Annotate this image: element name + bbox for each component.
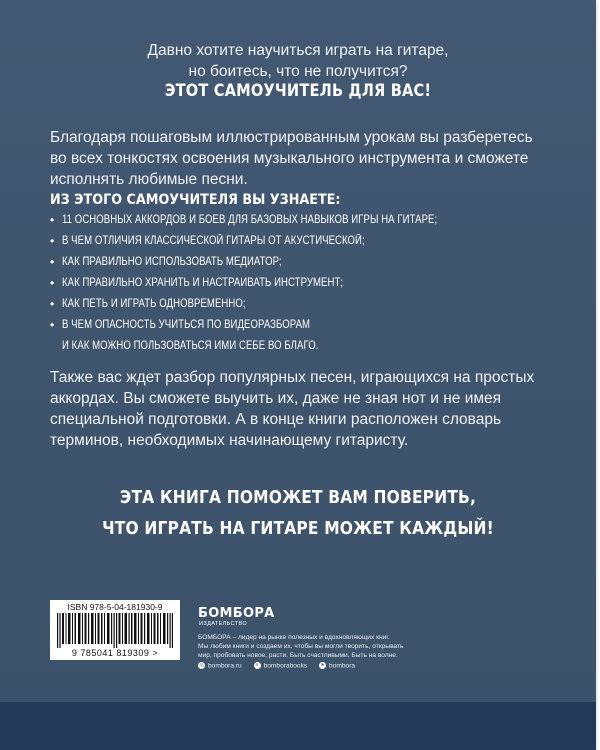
publisher-desc-line-2: Мы любим книги и создаем их, чтобы вы могли творить, открывать	[198, 643, 404, 650]
isbn-barcode	[50, 600, 180, 660]
list-item-text: И КАК МОЖНО ПОЛЬЗОВАТЬСЯ ИМИ СЕБЕ ВО БЛАГО.	[62, 340, 319, 352]
social-label: bombora	[329, 662, 356, 670]
bottom-band	[0, 702, 596, 750]
instagram-icon: ◎	[199, 662, 204, 668]
bullet-icon: •	[50, 318, 55, 332]
closing-line-1: ЭТА КНИГА ПОМОЖЕТ ВАМ ПОВЕРИТЬ,	[119, 487, 477, 508]
learn-list	[50, 210, 570, 357]
social-vk[interactable]	[254, 662, 308, 669]
list-item	[50, 273, 570, 294]
closing-line-2: ЧТО ИГРАТЬ НА ГИТАРЕ МОЖЕТ КАЖДЫЙ!	[102, 518, 494, 539]
list-item-text: В ЧЕМ ОТЛИЧИЯ КЛАССИЧЕСКОЙ ГИТАРЫ ОТ АКУСТИЧЕСКОЙ;	[62, 235, 365, 247]
songs-line-4: терминов, необходимых начинающему гитаристу.	[50, 432, 409, 449]
isbn-number: ISBN 978-5-04-181930-9	[67, 602, 163, 612]
publisher-desc-line-1: БОМБОРА – лидер на рынке полезных и вдохновляющих книг.	[198, 634, 390, 641]
intro-line-1: Давно хотите научиться играть на гитаре,	[147, 42, 449, 59]
lead-line-3: исполнять любимые песни.	[50, 171, 248, 188]
list-item-text: КАК ПРАВИЛЬНО ХРАНИТЬ И НАСТРАИВАТЬ ИНСТРУМЕНТ;	[62, 277, 344, 289]
list-item-text: 11 ОСНОВНЫХ АККОРДОВ И БОЕВ ДЛЯ БАЗОВЫХ НАВЫКОВ ИГРЫ НА ГИТАРЕ;	[62, 214, 438, 226]
list-item	[50, 294, 570, 315]
bullet-icon: •	[50, 276, 55, 290]
list-item-text: КАК ПЕТЬ И ИГРАТЬ ОДНОВРЕМЕННО;	[62, 298, 246, 310]
publisher-desc-line-3: мир, пробовать новое, расти. Быть счастливыми. Быть на волне.	[198, 652, 398, 659]
barcode-digits: 9 785041 819309 >	[71, 648, 159, 658]
list-item-continuation	[50, 336, 570, 357]
list-item-text: КАК ПРАВИЛЬНО ИСПОЛЬЗОВАТЬ МЕДИАТОР;	[62, 256, 282, 268]
social-label: bombora.ru	[208, 662, 242, 670]
bullet-icon: •	[50, 297, 55, 311]
list-item	[50, 231, 570, 252]
social-label: bomborabooks	[263, 662, 308, 670]
headline-tutorial-for-you: ЭТОТ САМОУЧИТЕЛЬ ДЛЯ ВАС!	[164, 81, 432, 101]
songs-line-1: Также вас ждет разбор популярных песен, играющихся на простых	[50, 369, 535, 386]
list-item-text: В ЧЕМ ОПАСНОСТЬ УЧИТЬСЯ ПО ВИДЕОРАЗБОРАМ	[62, 319, 311, 331]
social-telegram[interactable]	[319, 662, 355, 669]
lead-paragraph	[50, 127, 560, 190]
songs-line-2: аккордах. Вы сможете выучить их, даже не зная нот и не имея	[50, 390, 502, 407]
songs-paragraph	[50, 367, 560, 451]
songs-line-3: специальной подготовки. А в конце книги расположен словарь	[50, 411, 502, 428]
telegram-icon: ➤	[320, 662, 325, 668]
bullet-icon: •	[50, 234, 55, 248]
learn-list-title: ИЗ ЭТОГО САМОУЧИТЕЛЯ ВЫ УЗНАЕТЕ:	[50, 192, 341, 208]
intro-question	[0, 40, 596, 82]
publisher-description	[198, 633, 458, 660]
closing-slogan	[42, 482, 555, 544]
barcode-icon	[57, 613, 173, 648]
vk-icon: v	[254, 662, 261, 669]
lead-line-2: во всех тонкостях освоения музыкального инструмента и сможете	[50, 150, 529, 167]
list-item	[50, 315, 570, 336]
publisher-subtitle: ИЗДАТЕЛЬСТВО	[199, 621, 248, 627]
list-item	[50, 210, 570, 231]
publisher-logo: БОМБОРА	[198, 606, 275, 621]
bullet-icon: •	[50, 255, 55, 269]
list-item	[50, 252, 570, 273]
bullet-icon: •	[50, 213, 55, 227]
social-instagram[interactable]	[198, 662, 242, 669]
lead-line-1: Благодаря пошаговым иллюстрированным урокам вы разберетесь	[50, 129, 533, 146]
intro-line-2: но боитесь, что не получится?	[188, 63, 408, 80]
social-links	[198, 662, 365, 669]
